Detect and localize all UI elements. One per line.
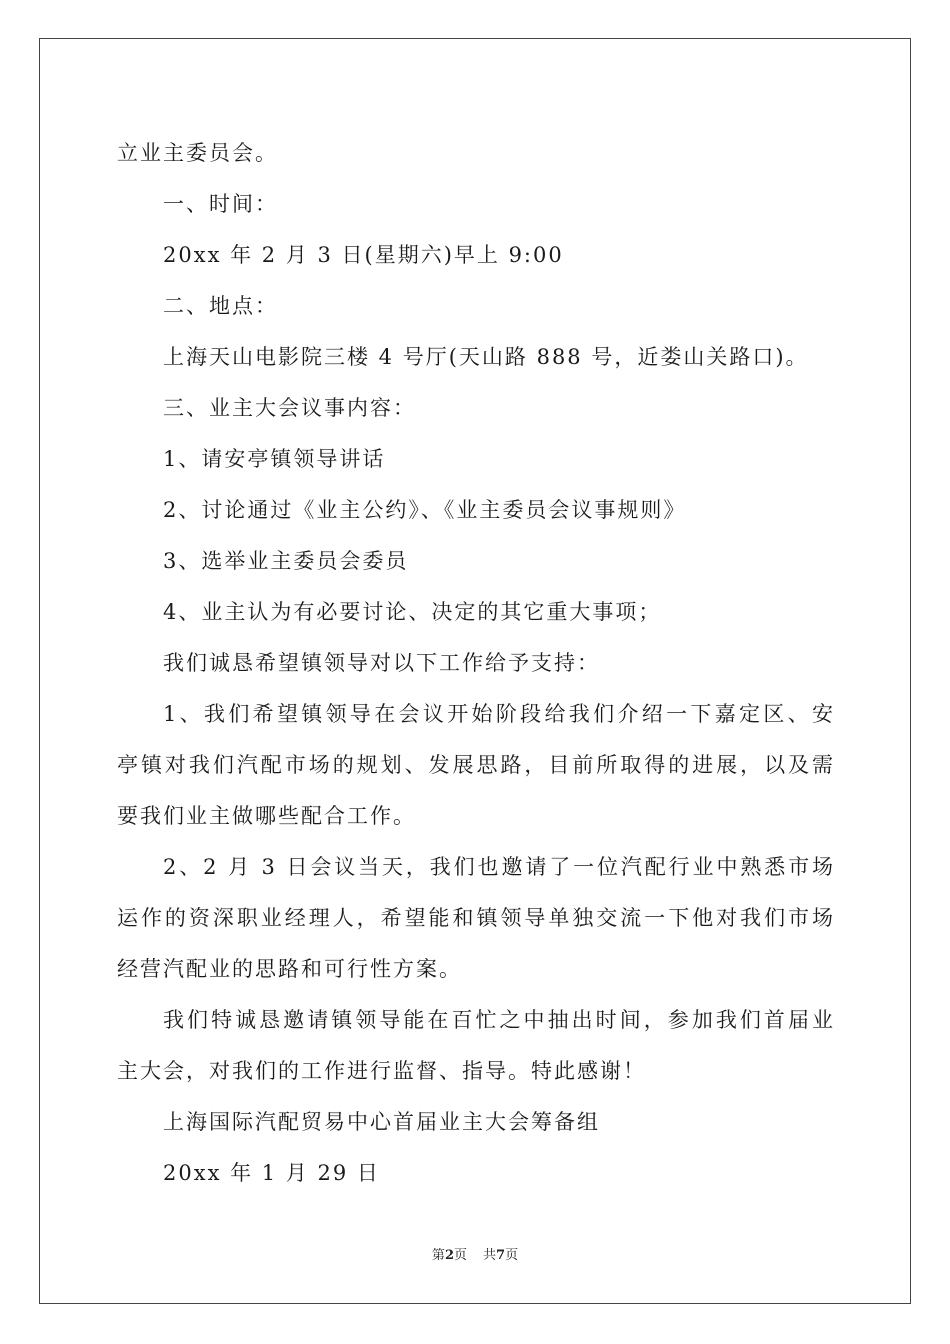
list-item: 4、业主认为有必要讨论、决定的其它重大事项； [163,600,662,624]
text-line: 20xx 年 2 月 3 日(星期六)早上 9:00 [163,243,564,267]
text-line: 经营汽配业的思路和可行性方案。 [117,957,462,981]
page-total: 7 [496,1248,506,1263]
signature-organization: 上海国际汽配贸易中心首届业主大会筹备组 [163,1110,600,1134]
signature-date: 20xx 年 1 月 29 日 [163,1161,380,1185]
total-prefix: 共 [483,1248,497,1263]
text-line: 主大会，对我们的工作进行监督、指导。特此感谢！ [117,1059,646,1083]
text-line: 2、2 月 3 日会议当天，我们也邀请了一位汽配行业中熟悉市场 [163,855,835,879]
text-line: 我们诚恳希望镇领导对以下工作给予支持： [163,651,600,675]
text-line: 亭镇对我们汽配市场的规划、发展思路，目前所取得的进展，以及需 [117,753,835,777]
text-line: 运作的资深职业经理人，希望能和镇领导单独交流一下他对我们市场 [117,906,835,930]
page-suffix: 页 [453,1248,467,1263]
section-heading-agenda: 三、业主大会议事内容： [163,396,416,420]
section-heading-location: 二、地点： [163,294,278,318]
list-item: 1、请安亭镇领导讲话 [163,447,386,471]
list-item: 3、选举业主委员会委员 [163,549,409,573]
total-suffix: 页 [505,1248,519,1263]
page-prefix: 第 [431,1248,445,1263]
text-line: 我们特诚恳邀请镇领导能在百忙之中抽出时间，参加我们首届业 [163,1008,835,1032]
page-current: 2 [444,1248,454,1263]
document-body [117,128,835,1199]
list-item: 2、讨论通过《业主公约》、《业主委员会议事规则》 [163,498,687,522]
text-line: 上海天山电影院三楼 4 号厅(天山路 888 号，近娄山关路口)。 [163,345,809,369]
text-line: 要我们业主做哪些配合工作。 [117,804,416,828]
text-line: 1、我们希望镇领导在会议开始阶段给我们介绍一下嘉定区、安 [163,702,835,726]
page-footer [0,1246,950,1266]
text-line: 立业主委员会。 [117,141,278,165]
section-heading-time: 一、时间： [163,192,278,216]
